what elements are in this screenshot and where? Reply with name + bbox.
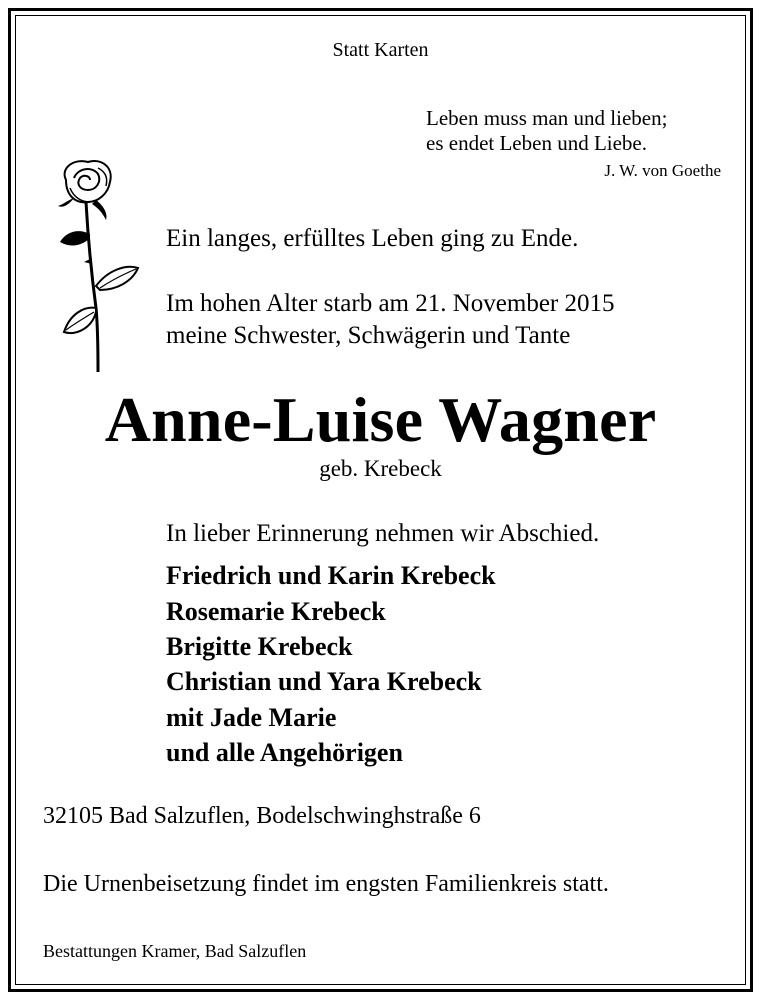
mourner-line: Friedrich und Karin Krebeck <box>166 561 496 590</box>
intro-line-1: Ein langes, erfülltes Leben ging zu Ende. <box>166 225 579 252</box>
deceased-name: Anne-Luise Wagner <box>104 384 657 455</box>
intro-line-2: Im hohen Alter starb am 21. November 2015 <box>166 290 615 317</box>
rose-icon <box>52 158 142 376</box>
quote-author: J. W. von Goethe <box>604 161 721 180</box>
quote-line-1: Leben muss man und lieben; <box>426 106 668 130</box>
funeral-home: Bestattungen Kramer, Bad Salzuflen <box>43 941 307 961</box>
intro-line-3: meine Schwester, Schwägerin und Tante <box>166 322 571 349</box>
quote-line-2: es endet Leben und Liebe. <box>426 131 647 155</box>
header-text: Statt Karten <box>332 39 429 61</box>
maiden-name: geb. Krebeck <box>319 456 442 481</box>
mourner-line: und alle Angehörigen <box>166 738 403 767</box>
mourner-line: Christian und Yara Krebeck <box>166 667 482 696</box>
farewell-text: In lieber Erinnerung nehmen wir Abschied. <box>166 520 600 547</box>
address: 32105 Bad Salzuflen, Bodelschwinghstraße 6 <box>43 803 481 829</box>
mourner-line: mit Jade Marie <box>166 703 337 732</box>
mourner-line: Brigitte Krebeck <box>166 632 353 661</box>
mourner-line: Rosemarie Krebeck <box>166 597 386 626</box>
burial-note: Die Urnenbeisetzung findet im engsten Familienkreis statt. <box>43 871 609 897</box>
